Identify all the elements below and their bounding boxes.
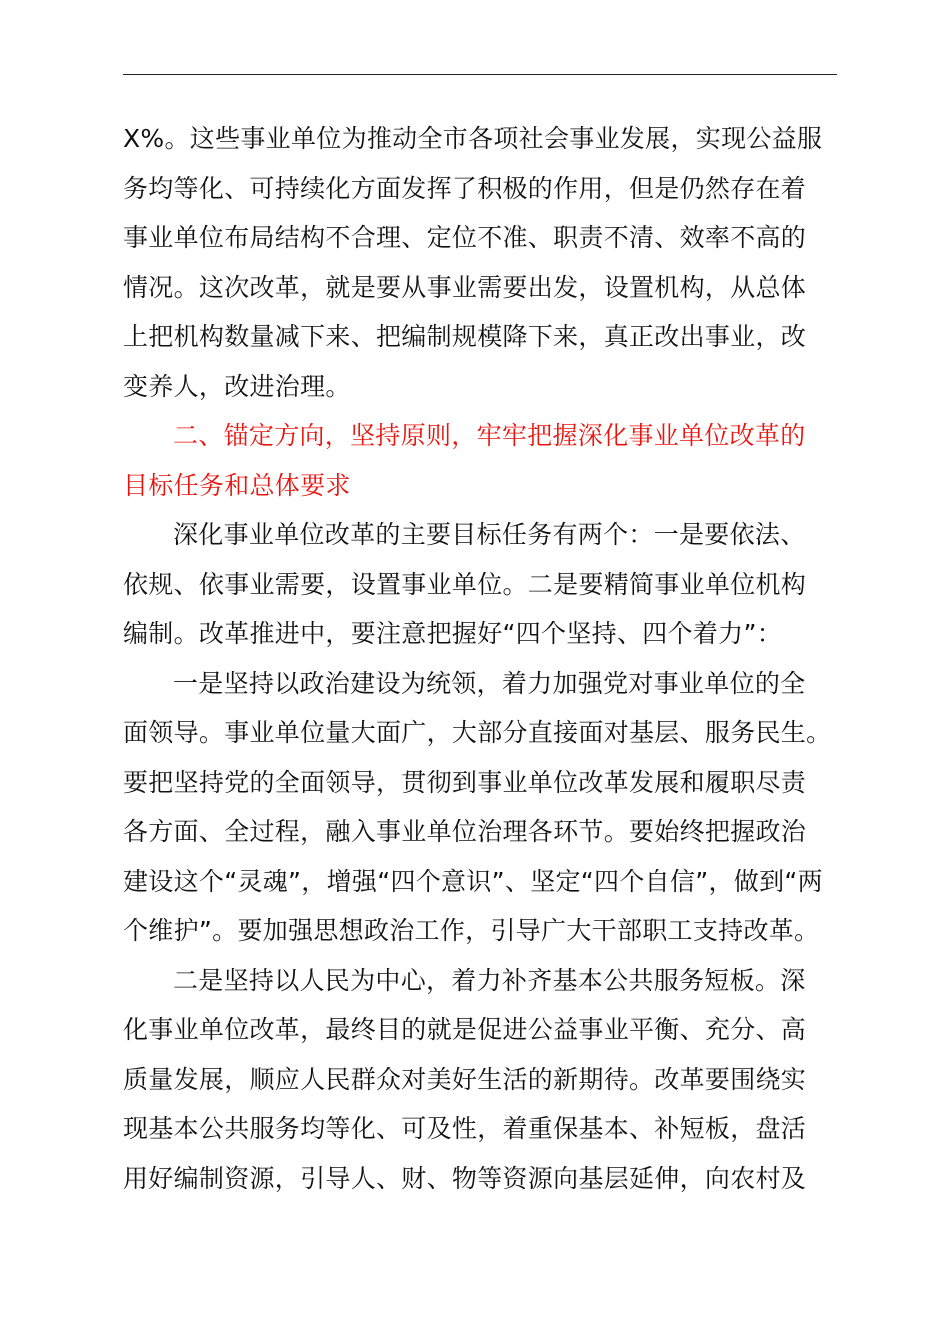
text-line: 二是坚持以人民为中心，着力补齐基本公共服务短板。深 (173, 965, 806, 995)
text-line: 上把机构数量减下来、把编制规模降下来，真正改出事业，改 (123, 322, 807, 351)
text-line: 一是坚持以政治建设为统领，着力加强党对事业单位的全 (173, 668, 806, 698)
text-line: 务均等化、可持续化方面发挥了积极的作用，但是仍然存在着 (123, 173, 807, 203)
text-line: 变养人，改进治理。 (123, 371, 351, 401)
section-heading-line: 二、锚定方向，坚持原则，牢牢把握深化事业单位改革的 (173, 421, 806, 450)
text-line: X%。这些事业单位为推动全市各项社会事业发展，实现公益服 (123, 124, 823, 153)
text-line: 面领导。事业单位量大面广，大部分直接面对基层、服务民生。 (123, 718, 832, 747)
text-line: 编制。改革推进中，要注意把握好“四个坚持、四个着力”： (123, 619, 783, 648)
text-line: 事业单位布局结构不合理、定位不准、职责不清、效率不高的 (123, 223, 807, 252)
section-heading-line: 目标任务和总体要求 (123, 470, 351, 500)
header-rule (123, 74, 837, 75)
text-line: 化事业单位改革，最终目的就是促进公益事业平衡、充分、高 (123, 1015, 807, 1044)
text-line: 情况。这次改革，就是要从事业需要出发，设置机构，从总体 (123, 272, 807, 302)
text-line: 建设这个“灵魂”，增强“四个意识”、坚定“四个自信”，做到“两 (123, 866, 823, 896)
text-line: 深化事业单位改革的主要目标任务有两个：一是要依法、 (173, 520, 806, 549)
text-line: 质量发展，顺应人民群众对美好生活的新期待。改革要围绕实 (123, 1064, 807, 1094)
text-line: 依规、依事业需要，设置事业单位。二是要精简事业单位机构 (123, 569, 807, 599)
text-line: 各方面、全过程，融入事业单位治理各环节。要始终把握政治 (123, 817, 807, 846)
text-line: 个维护”。要加强思想政治工作，引导广大干部职工支持改革。 (123, 916, 820, 945)
text-line: 要把坚持党的全面领导，贯彻到事业单位改革发展和履职尽责 (123, 767, 807, 797)
document-body (123, 114, 837, 1203)
text-line: 现基本公共服务均等化、可及性，着重保基本、补短板，盘活 (123, 1114, 807, 1143)
text-line: 用好编制资源，引导人、财、物等资源向基层延伸，向农村及 (123, 1163, 807, 1193)
